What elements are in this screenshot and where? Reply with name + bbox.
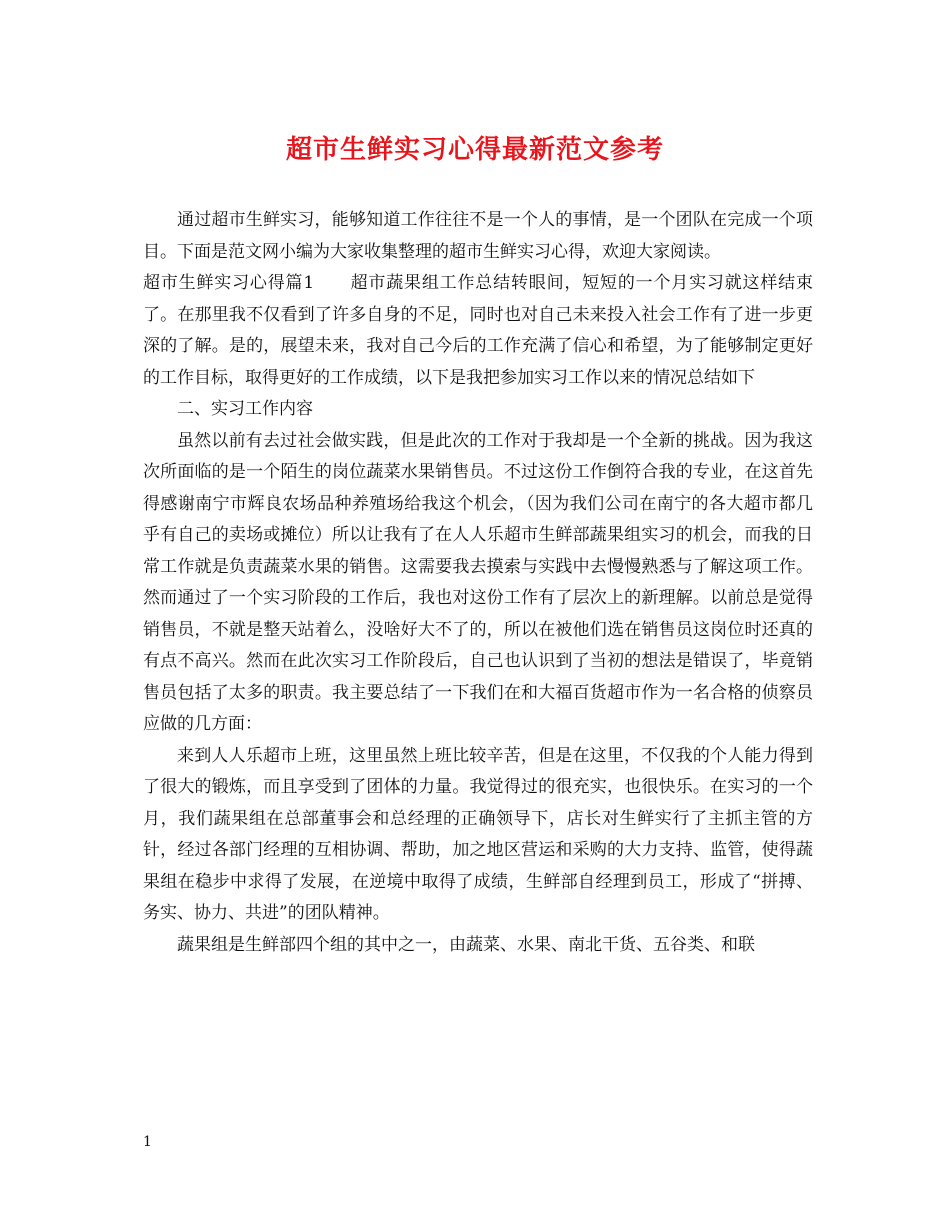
paragraph-part-1: 超市生鲜实习心得篇1 超市蔬果组工作总结转眼间，短短的一个月实习就这样结束了。在那里我不仅看到了许多自身的不足，同时也对自己未来投入社会工作有了进一步更深的了解。是的，展望未来，我对自己今后的工作充满了信心和希望，为了能够制定更好的工作目标，取得更好的工作成绩，以下是我把参加实习工作以来的情况总结如下 [143,273,813,388]
section-heading: 二、实习工作内容 [177,399,313,419]
paragraph-work-content: 虽然以前有去过社会做实践，但是此次的工作对于我却是一个全新的挑战。因为我这次所面临的是一个陌生的岗位蔬菜水果销售员。不过这份工作倒符合我的专业，在这首先得感谢南宁市辉良农场品种养殖场给我这个机会，（因为我们公司在南宁的各大超市都几乎有自己的卖场或摊位）所以让我有了在人人乐超市生鲜部蔬果组实习的机会，而我的日常工作就是负责蔬菜水果的销售。这需要我去摸索与实践中去慢慢熟悉与了解这项工作。然而通过了一个实习阶段的工作后，我也对这份工作有了层次上的新理解。以前总是觉得销售员，不就是整天站着么，没啥好大不了的，所以在被他们选在销售员这岗位时还真的有点不高兴。然而在此次实习工作阶段后，自己也认识到了当初的想法是错误了，毕竟销售员包括了太多的职责。我主要总结了一下我们在和大福百货超市作为一名合格的侦察员应做的几方面： [143,430,813,734]
paragraph-experience: 来到人人乐超市上班，这里虽然上班比较辛苦，但是在这里，不仅我的个人能力得到了很大的锻炼，而且享受到了团体的力量。我觉得过的很充实，也很快乐。在实习的一个月，我们蔬果组在总部董事会和总经理的正确领导下，店长对生鲜实行了主抓主管的方针，经过各部门经理的互相协调、帮助，加之地区营运和采购的大力支持、监管，使得蔬果组在稳步中求得了发展，在逆境中取得了成绩，生鲜部自经理到员工，形成了“拼搏、务实、协力、共进”的团队精神。 [143,745,813,923]
page-title: 超市生鲜实习心得最新范文参考 [285,135,664,165]
page-number: 1 [143,1134,152,1150]
paragraph-produce-group: 蔬果组是生鲜部四个组的其中之一，由蔬菜、水果、南北干货、五谷类、和联 [177,934,755,955]
paragraph-intro: 通过超市生鲜实习，能够知道工作往往不是一个人的事情，是一个团队在完成一个项目。下面是范文网小编为大家收集整理的超市生鲜实习心得，欢迎大家阅读。 [143,210,813,262]
document-body [143,205,813,961]
